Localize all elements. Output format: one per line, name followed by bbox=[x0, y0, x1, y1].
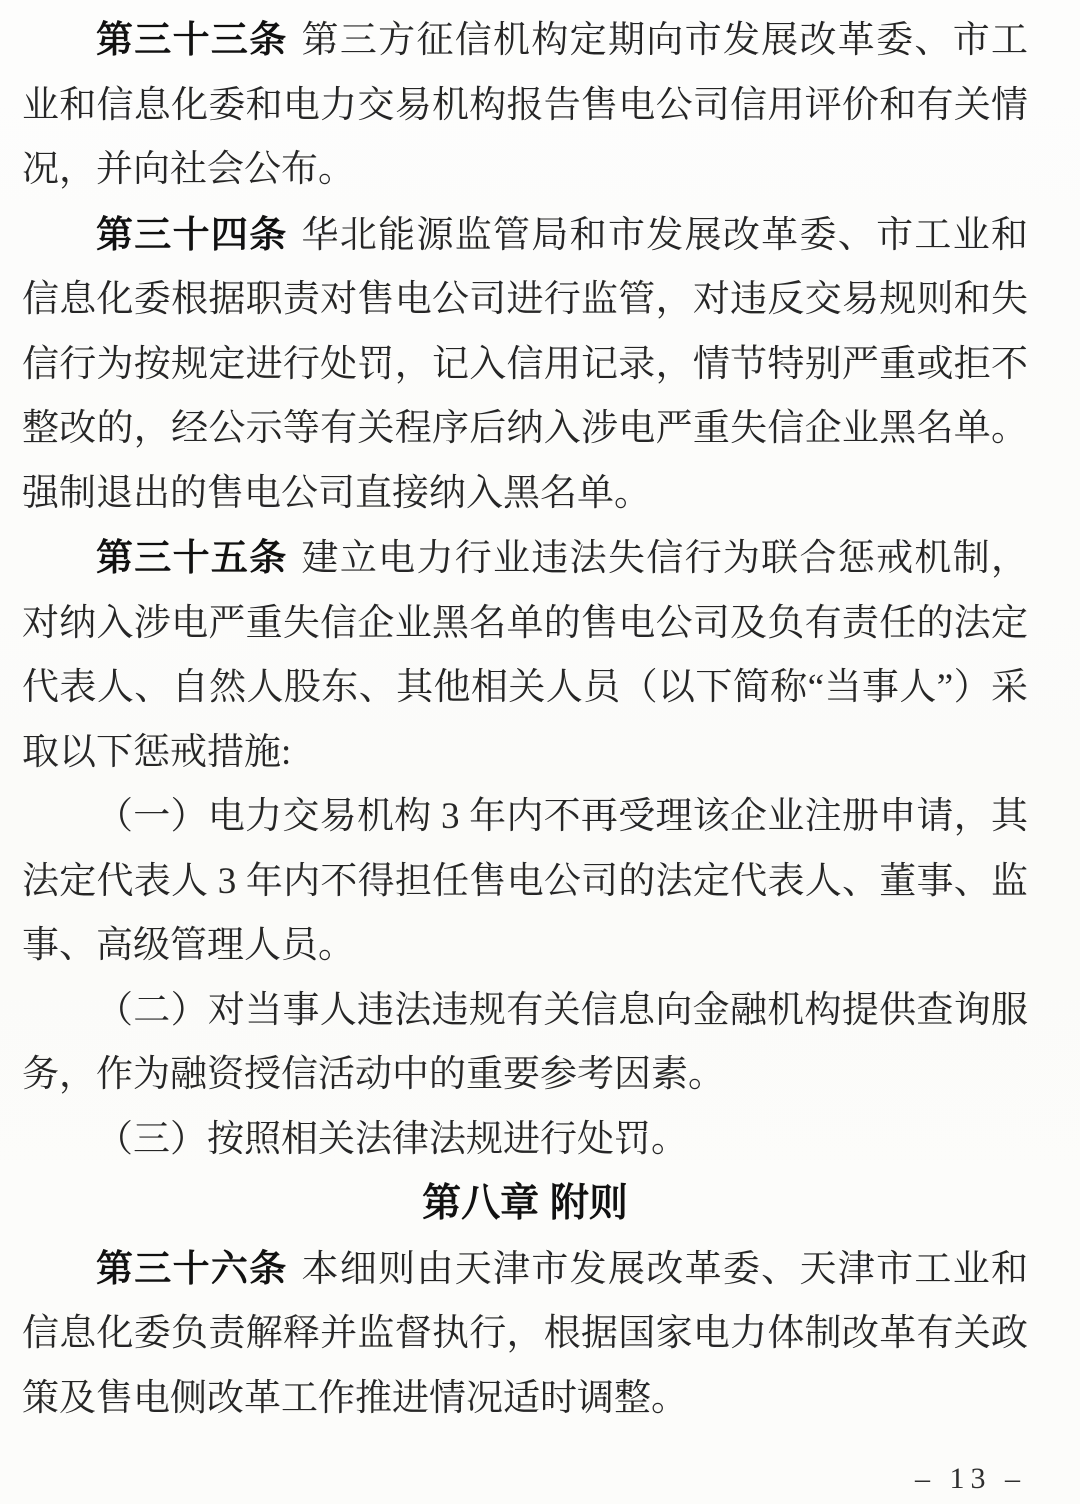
penalty-item-3-text: （三）按照相关法律法规进行处罚。 bbox=[96, 1118, 688, 1160]
penalty-item-1 bbox=[22, 785, 1028, 979]
article-36-paragraph bbox=[22, 1237, 1028, 1432]
penalty-item-1-text: （一）电力交易机构 3 年内不再受理该企业注册申请，其法定代表人 3 年内不得担任售电公司的法定代表人、董事、监事、高级管理人员。 bbox=[22, 796, 1028, 966]
chapter-8-heading: 第八章 附则 bbox=[422, 1182, 628, 1225]
article-36-text: 本细则由天津市发展改革委、天津市工业和信息化委负责解释并监督执行，根据国家电力体制改革有关政策及售电侧改革工作推进情况适时调整。 bbox=[22, 1248, 1029, 1419]
page-number: – 13 – bbox=[915, 1462, 1026, 1495]
article-35-text: 建立电力行业违法失信行为联合惩戒机制，对纳入涉电严重失信企业黑名单的售电公司及负有责任的法定代表人、自然人股东、其他相关人员（以下简称“当事人”）采取以下惩戒措施: bbox=[22, 538, 1029, 773]
article-34-number: 第三十四条 bbox=[96, 213, 288, 255]
article-34-paragraph bbox=[22, 203, 1028, 527]
article-35-paragraph bbox=[22, 526, 1028, 785]
article-33-text: 第三方征信机构定期向市发展改革委、市工业和信息化委和电力交易机构报告售电公司信用评价和有关情况，并向社会公布。 bbox=[22, 20, 1029, 190]
penalty-item-3 bbox=[22, 1108, 1028, 1173]
article-33-paragraph bbox=[22, 8, 1028, 203]
article-34-text: 华北能源监管局和市发展改革委、市工业和信息化委根据职责对售电公司进行监管，对违反交易规则和失信行为按规定进行处罚，记入信用记录，情节特别严重或拒不整改的，经公示等有关程序后纳入涉电严重失信企业黑名单。强制退出的售电公司直接纳入黑名单。 bbox=[22, 214, 1029, 514]
penalty-item-2 bbox=[22, 979, 1028, 1108]
article-36-number: 第三十六条 bbox=[96, 1247, 288, 1289]
article-33-number: 第三十三条 bbox=[96, 19, 288, 60]
article-35-number: 第三十五条 bbox=[96, 537, 288, 578]
penalty-item-2-text: （二）对当事人违法违规有关信息向金融机构提供查询服务，作为融资授信活动中的重要参考因素。 bbox=[22, 989, 1028, 1095]
